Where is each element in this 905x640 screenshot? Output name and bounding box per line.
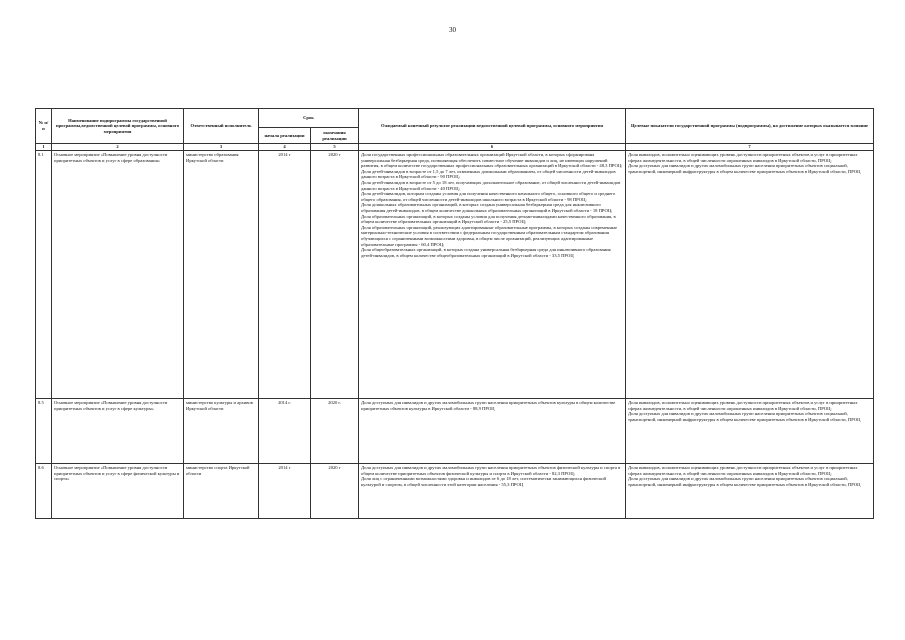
row-executor: министерство спорта Иркутской области (184, 464, 259, 519)
program-table (35, 108, 874, 519)
header-term: Срок (259, 109, 359, 128)
row-num: 8.6 (36, 464, 52, 519)
row-indicators (626, 399, 874, 464)
result-item: Доля доступных для инвалидов и других маломобильных групп населения приоритетных объектов физической культуры и спорта в общем количестве приоритетных объектов физической культуры и спорта в Иркутской области - 82,3 ПРОЦ; (361, 465, 621, 476)
indicator-item: Доля доступных для инвалидов и других маломобильных групп населения приоритетных объектов социальной, транспортной, инженерной инфраструктуры в общем количестве приоритетных объектов в Иркутской области, ПРОЦ (628, 476, 861, 487)
page-number: 30 (449, 26, 456, 34)
result-item: Доля дошкольных образовательных организаций, в которых создана универсальная безбарьерная среда для инклюзивного образования детей-инвалидов, в общем количестве дошкольных образовательных организаций в Иркутской области - 18 ПРОЦ; (361, 202, 613, 213)
header-executor: Ответственный исполнитель (184, 109, 259, 144)
row-result (359, 399, 626, 464)
row-start: 2014 г (259, 464, 311, 519)
header-result: Ожидаемый конечный результат реализации ведомственной целевой программы, основного мероприятия (359, 109, 626, 144)
header-num: № п/п (36, 109, 52, 144)
col-number: 7 (626, 144, 874, 151)
header-row (36, 109, 874, 128)
row-end: 2020 г. (311, 399, 359, 464)
result-item: Доля государственных профессиональных образовательных организаций Иркутской области, в которых сформирована универсальная безбарьерная среда, позволяющая обеспечить совместное обучение инвалидов и лиц, не имеющих нарушений развития, в общем количестве государственных профессиональных образовательных организаций в Иркутской области - 48,3 ПРОЦ; (361, 152, 623, 169)
row-executor: министерство культуры и архивов Иркутской области (184, 399, 259, 464)
row-num: 8.1 (36, 151, 52, 399)
result-item: Доля доступных для инвалидов и других маломобильных групп населения приоритетных объектов культуры в общем количестве приоритетных объектов культуры в Иркутской области - 88,9 ПРОЦ (361, 400, 616, 411)
result-item: Доля детей-инвалидов в возрасте от 1,5 до 7 лет, охваченных дошкольным образованием, от общей численности детей-инвалидов данного возраста в Иркутской области - 90 ПРОЦ; (361, 168, 616, 180)
row-result (359, 464, 626, 519)
col-number: 6 (359, 144, 626, 151)
indicator-item: Доля доступных для инвалидов и других маломобильных групп населения приоритетных объектов социальной, транспортной, инженерной инфраструктуры в общем количестве приоритетных объектов в Иркутской области, ПРОЦ (628, 163, 861, 174)
row-name: Основное мероприятие «Повышение уровня доступности приоритетных объектов и услуг в сфере физической культуры и спорта» (52, 464, 184, 519)
table-row (36, 399, 874, 464)
result-item: Доля общеобразовательных организаций, в которых создана универсальная безбарьерная среда для инклюзивного образования детей-инвалидов, в общем количестве общеобразовательных организаций в Иркутской области - 33,5 ПРОЦ (361, 247, 611, 258)
indicator-item: Доля инвалидов, положительно оценивающих уровень доступности приоритетных объектов и услуг в приоритетных сферах жизнедеятельности, в общей численности опрошенных инвалидов в Иркутской области, ПРОЦ; (628, 152, 858, 163)
table-row (36, 151, 874, 399)
row-num: 8.5 (36, 399, 52, 464)
header-term-start: начала реализации (259, 128, 311, 144)
col-number: 2 (52, 144, 184, 151)
column-number-row (36, 144, 874, 151)
indicator-item: Доля инвалидов, положительно оценивающих уровень доступности приоритетных объектов и услуг в приоритетных сферах жизнедеятельности, в общей численности опрошенных инвалидов в Иркутской области, ПРОЦ; (628, 400, 858, 411)
result-item: Доля лиц с ограниченными возможностями здоровья и инвалидов от 6 до 18 лет, систематически занимающихся физической культурой и спортом, в общей численности этой категории населения - 55,3 ПРОЦ (361, 476, 606, 487)
header-term-end: окончания реализации (311, 128, 359, 144)
result-item: Доля детей-инвалидов, которым созданы условия для получения качественного начального общего, основного общего и среднего общего образования, от общей численности детей-инвалидов школьного возраста в Иркутской области - 98 ПРОЦ; (361, 191, 616, 202)
col-number: 4 (259, 144, 311, 151)
row-end: 2020 г (311, 151, 359, 399)
row-name: Основное мероприятие «Повышение уровня доступности приоритетных объектов и услуг в сфере культуры» (52, 399, 184, 464)
col-number: 5 (311, 144, 359, 151)
row-indicators (626, 464, 874, 519)
table-row (36, 464, 874, 519)
result-item: Доля образовательных организаций, в которых созданы условия для получения детьми-инвалидами качественного образования, в общем количестве образовательных организаций в Иркутской области - 25,5 ПРОЦ; (361, 213, 616, 225)
result-item: Доля образовательных организаций, реализующих адаптированные образовательные программы, в которых созданы современные материально-технические условия в соответствии с федеральным государственным образовательным стандартом образования обучающихся с ограниченными возможностями здоровья, в общем числе организаций, реализующих адаптированные образовательные программы - 60,4 ПРОЦ; (361, 224, 618, 247)
header-indicators: Целевые показатели государственной программы (подпрограммы), на достижение которых оказывается влияние (626, 109, 874, 144)
col-number: 3 (184, 144, 259, 151)
row-start: 2014 г (259, 151, 311, 399)
row-result (359, 151, 626, 399)
row-end: 2020 г (311, 464, 359, 519)
row-executor: министерство образования Иркутской области (184, 151, 259, 399)
row-indicators (626, 151, 874, 399)
indicator-item: Доля доступных для инвалидов и других маломобильных групп населения приоритетных объектов социальной, транспортной, инженерной инфраструктуры в общем количестве приоритетных объектов в Иркутской области, ПРОЦ (628, 411, 861, 422)
result-item: Доля детей-инвалидов в возрасте от 5 до 18 лет, получающих дополнительное образование, от общей численности детей-инвалидов данного возраста в Иркутской области - 40 ПРОЦ; (361, 179, 621, 191)
col-number: 1 (36, 144, 52, 151)
indicator-item: Доля инвалидов, положительно оценивающих уровень доступности приоритетных объектов и услуг в приоритетных сферах жизнедеятельности, в общей численности опрошенных инвалидов в Иркутской области, ПРОЦ; (628, 465, 858, 476)
row-name: Основное мероприятие «Повышение уровня доступности приоритетных объектов и услуг в сфере образования» (52, 151, 184, 399)
header-name: Наименование подпрограммы государственной программы,ведомственной целевой программы, основного мероприятия (52, 109, 184, 144)
row-start: 2014 г. (259, 399, 311, 464)
